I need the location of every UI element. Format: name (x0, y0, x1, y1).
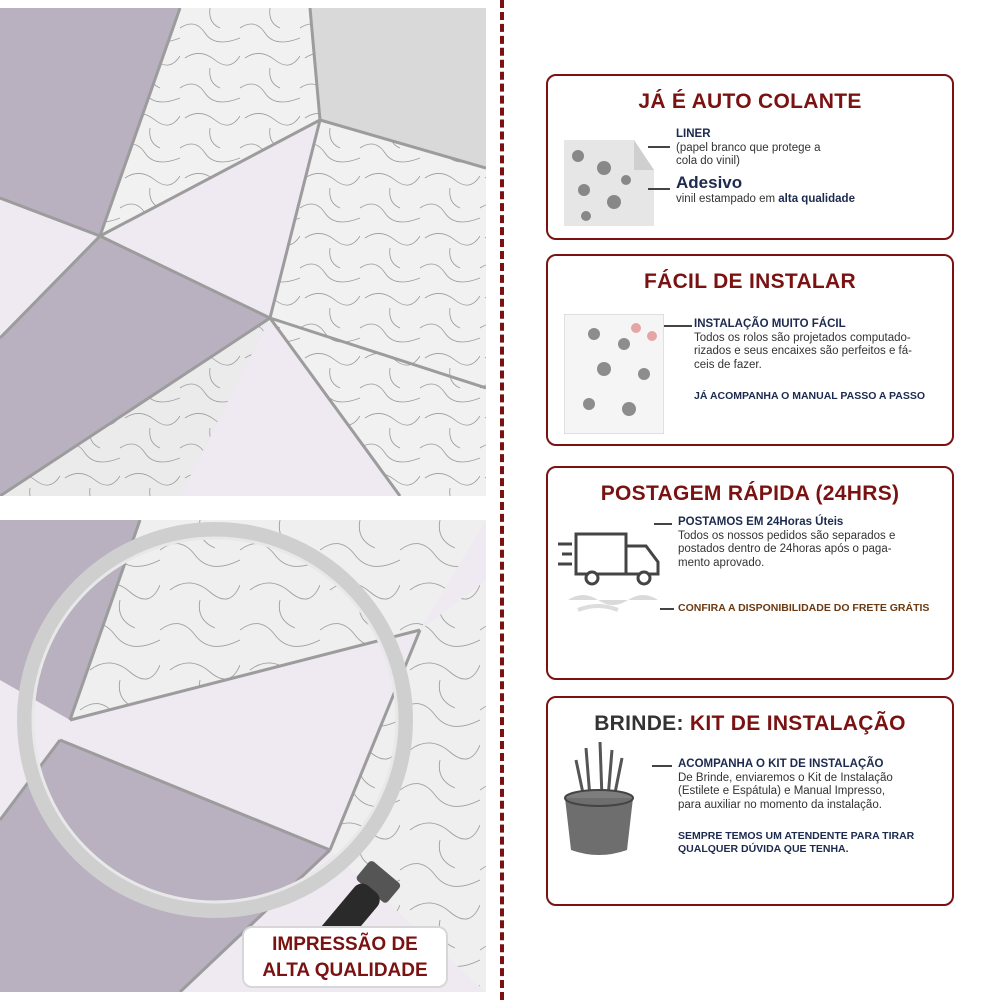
dashed-separator (500, 0, 504, 1000)
fast-shipping-card (546, 466, 954, 680)
install-heading: INSTALAÇÃO MUITO FÁCIL (694, 318, 846, 330)
card-title: BRINDE: KIT DE INSTALAÇÃO (594, 712, 906, 735)
install-desc-line: ceis de fazer. (694, 358, 762, 371)
kit-desc-line: (Estilete e Espátula) e Manual Impresso, (678, 785, 886, 797)
shipping-desc-line: postados dentro de 24horas após o paga- (678, 543, 892, 555)
adhesive-desc: vinil estampado em alta qualidade (676, 192, 855, 205)
manual-note: JÁ ACOMPANHA O MANUAL PASSO A PASSO (694, 390, 926, 402)
install-desc-line: rizados e seus encaixes são perfeitos e fá- (694, 345, 912, 357)
vinyl-liner-illustration (564, 140, 654, 226)
magnified-pattern-image (0, 520, 486, 992)
self-adhesive-card (546, 74, 954, 240)
kit-desc-line: De Brinde, enviaremos o Kit de Instalação (678, 771, 893, 784)
liner-desc-line: (papel branco que protege a (676, 141, 821, 154)
kit-desc-line: para auxiliar no momento da instalação. (678, 798, 882, 811)
card-title: FÁCIL DE INSTALAR (644, 270, 856, 293)
liner-desc-line: cola do vinil) (676, 155, 740, 167)
wall-install-illustration (564, 314, 664, 434)
shipping-desc-line: mento aprovado. (678, 556, 765, 569)
card-title: POSTAGEM RÁPIDA (24HRS) (600, 482, 900, 505)
badge-line-2: ALTA QUALIDADE (262, 960, 428, 981)
adhesive-heading: Adesivo (676, 172, 743, 192)
support-note: SEMPRE TEMOS UM ATENDENTE PARA TIRAR QUALQUER DÚVIDA QUE TENHA. (678, 830, 915, 855)
gift-kit-card (546, 696, 954, 906)
shipping-desc-line: Todos os nossos pedidos são separados e (678, 529, 896, 542)
tool-kit-illustration (556, 738, 642, 858)
truck-icon (558, 526, 662, 616)
card-title: JÁ É AUTO COLANTE (638, 90, 862, 113)
liner-heading: LINER (676, 128, 711, 140)
wallpaper-pattern-image (0, 8, 486, 496)
install-desc-line: Todos os rolos são projetados computado- (694, 331, 911, 344)
kit-heading: ACOMPANHA O KIT DE INSTALAÇÃO (678, 758, 884, 770)
high-quality-badge (242, 926, 448, 988)
shipping-heading: POSTAMOS EM 24Horas Úteis (678, 516, 844, 528)
free-shipping-note: CONFIRA A DISPONIBILIDADE DO FRETE GRÁTIS (678, 602, 930, 614)
badge-line-1: IMPRESSÃO DE (272, 934, 418, 955)
easy-install-card (546, 254, 954, 446)
